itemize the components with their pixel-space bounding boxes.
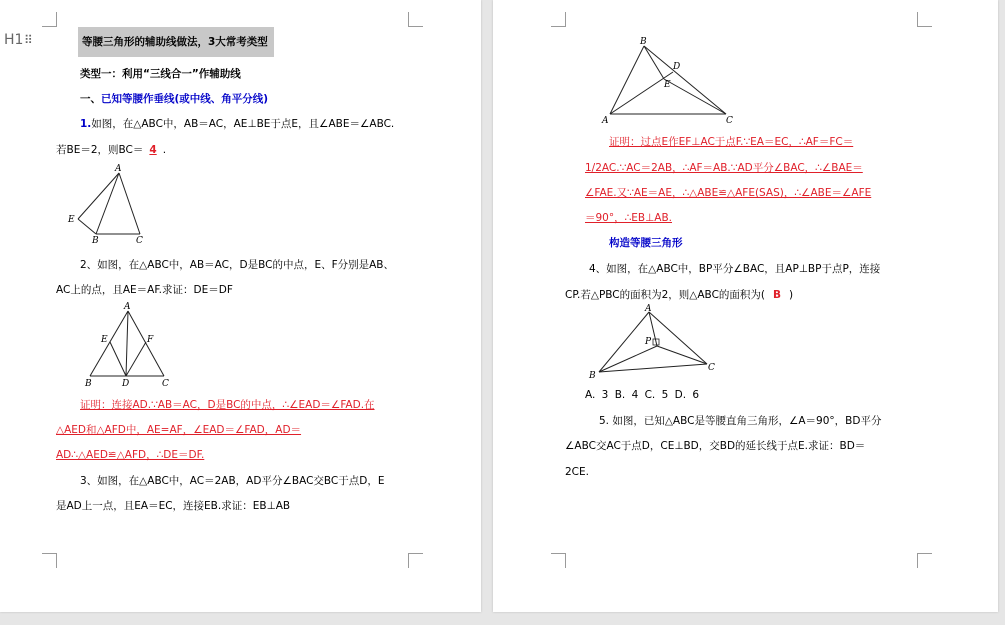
margin-corner-top-right xyxy=(917,12,932,27)
problem-2-line-2: AC上的点，且AE＝AF.求证：DE＝DF xyxy=(56,284,233,296)
problem-4-close-paren: ) xyxy=(789,289,794,301)
figure-3-label-a: A xyxy=(602,116,609,126)
figure-3-label-b: B xyxy=(640,37,647,47)
figure-4-triangle xyxy=(587,302,727,382)
margin-corner-bottom-left xyxy=(551,553,566,568)
problem-5-line-2: ∠ABC交AC于点D，CE⊥BD，交BD的延长线于点E.求证：BD＝ xyxy=(565,440,866,452)
proof-3-line-3: ∠FAE.又∵AE＝AE，∴△ABE≌△AFE(SAS)，∴∠ABE＝∠AFE xyxy=(585,187,872,199)
margin-corner-bottom-right xyxy=(408,553,423,568)
heading-style-marker[interactable]: H1 xyxy=(4,32,24,48)
figure-1-label-e: E xyxy=(68,215,75,225)
problem-4-question: CP.若△PBC的面积为2，则△ABC的面积为( xyxy=(565,289,766,301)
proof-3-line-1: 证明：过点E作EF⊥AC于点F.∵EA＝EC，∴AF＝FC＝ xyxy=(609,136,854,148)
problem-1-line-2 xyxy=(56,143,166,157)
proof-2-line-1: 证明：连接AD.∵AB＝AC，D是BC的中点，∴∠EAD＝∠FAD.在 xyxy=(80,399,375,411)
problem-5-line-1: 5. 如图，已知△ABC是等腰直角三角形，∠A＝90°，BD平分 xyxy=(599,415,882,427)
figure-2-label-f: F xyxy=(147,335,154,345)
problem-1-question: 若BE＝2，则BC＝ xyxy=(56,144,144,156)
problem-4-line-2 xyxy=(565,288,793,302)
margin-corner-top-left xyxy=(42,12,57,27)
figure-1-label-b: B xyxy=(92,236,99,246)
document-title: 等腰三角形的辅助线做法，3大常考类型 xyxy=(78,27,274,57)
figure-2-label-a: A xyxy=(124,302,131,312)
figure-1-label-c: C xyxy=(136,236,143,246)
proof-3-line-4: ＝90°，∴EB⊥AB. xyxy=(585,212,672,224)
section-one-text: 已知等腰作垂线(或中线、角平分线) xyxy=(101,93,269,105)
problem-1-line-1 xyxy=(80,117,394,131)
proof-2-line-3: AD∴△AED≌△AFD，∴DE＝DF. xyxy=(56,449,205,461)
drag-handle-icon[interactable]: ⠿ xyxy=(24,33,31,47)
margin-corner-top-left xyxy=(551,12,566,27)
figure-3-triangle xyxy=(598,32,743,127)
proof-2-line-2: △AED和△AFD中，AE=AF，∠EAD＝∠FAD，AD＝ xyxy=(56,424,302,436)
document-page-left xyxy=(0,0,481,612)
figure-4-label-c: C xyxy=(708,363,715,373)
type-one-heading: 类型一：利用“三线合一”作辅助线 xyxy=(80,68,241,80)
figure-2-triangle xyxy=(82,302,177,387)
figure-1-label-a: A xyxy=(115,164,122,174)
figure-4-label-p: P xyxy=(645,337,652,347)
margin-corner-top-right xyxy=(408,12,423,27)
problem-3-line-2: 是AD上一点，且EA＝EC，连接EB.求证：EB⊥AB xyxy=(56,500,291,512)
figure-3-label-d: D xyxy=(673,62,681,72)
figure-1-triangle xyxy=(64,163,154,248)
problem-1-period: . xyxy=(162,144,167,156)
proof-3-line-2: 1/2AC.∵AC＝2AB，∴AF＝AB.∵AD平分∠BAC，∴∠BAE＝ xyxy=(585,162,863,174)
figure-4-label-a: A xyxy=(645,304,652,314)
section-one-heading xyxy=(80,92,268,106)
problem-4-line-1: 4、如图，在△ABC中，BP平分∠BAC，且AP⊥BP于点P，连接 xyxy=(589,263,881,275)
problem-4-answer: B xyxy=(773,289,782,301)
problem-4-choices: A. 3 B. 4 C. 5 D. 6 xyxy=(585,389,700,401)
section-one-prefix: 一、 xyxy=(80,93,101,105)
section-two-heading: 构造等腰三角形 xyxy=(609,237,683,249)
problem-1-text: 如图，在△ABC中，AB＝AC，AE⊥BE于点E，且∠ABE＝∠ABC. xyxy=(91,118,395,130)
problem-5-line-3: 2CE. xyxy=(565,466,589,478)
problem-3-line-1: 3、如图，在△ABC中，AC＝2AB，AD平分∠BAC交BC于点D，E xyxy=(80,475,385,487)
margin-corner-bottom-left xyxy=(42,553,57,568)
problem-2-line-1: 2、如图，在△ABC中，AB＝AC，D是BC的中点，E、F分别是AB、 xyxy=(80,259,394,271)
figure-2-label-b: B xyxy=(85,379,92,389)
figure-3-label-e: E xyxy=(664,80,671,90)
figure-4-label-b: B xyxy=(589,371,596,381)
problem-1-answer: 4 xyxy=(149,144,157,156)
figure-3-label-c: C xyxy=(726,116,733,126)
margin-corner-bottom-right xyxy=(917,553,932,568)
document-page-right xyxy=(493,0,998,612)
figure-2-label-c: C xyxy=(162,379,169,389)
figure-2-label-e: E xyxy=(101,335,108,345)
problem-1-number: 1. xyxy=(80,118,92,130)
figure-2-label-d: D xyxy=(122,379,130,389)
